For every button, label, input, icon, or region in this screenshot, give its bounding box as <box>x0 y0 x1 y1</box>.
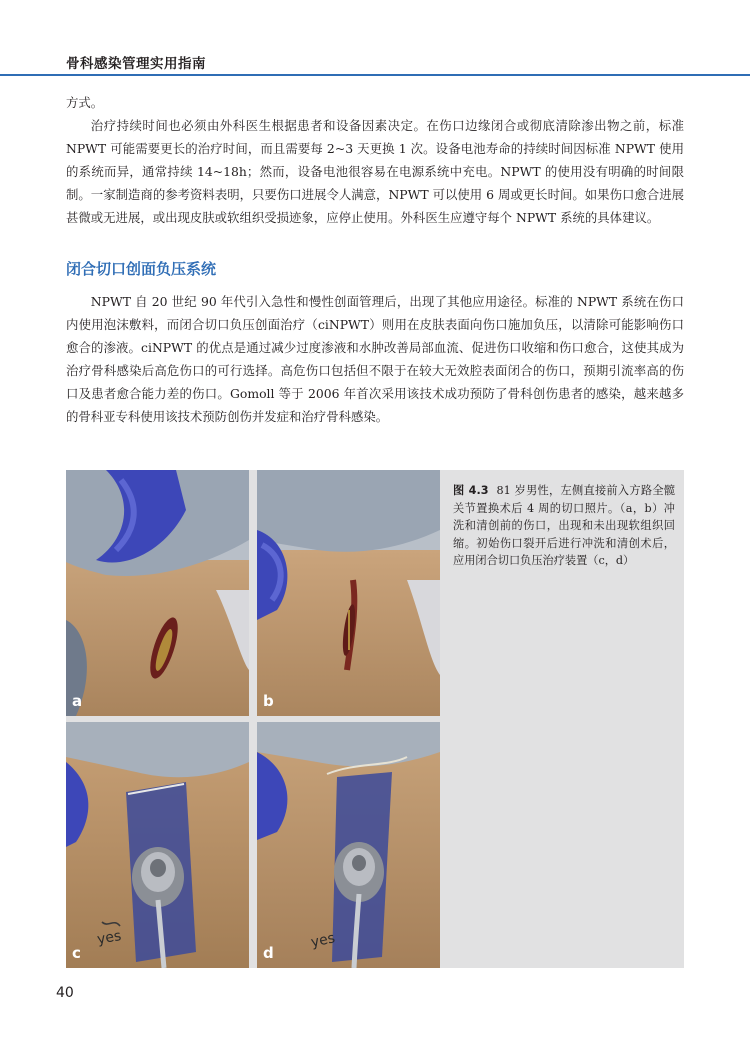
running-header-title: 骨科感染管理实用指南 <box>66 56 206 72</box>
paragraph-treatment-duration: 治疗持续时间也必须由外科医生根据患者和设备因素决定。在伤口边缘闭合或彻底清除渗出物之前，标准 NPWT 可能需要更长的治疗时间，而且需要每 2~3 天更换 1 次。设备电池寿命的持续时间因标准 NPWT 使用的系统而异，通常持续 14~18h；然而，设备电池很容易在电源系统中充电。NPWT 的使用没有明确的时间限制。一家制造商的参考资料表明，只要伤口进展令人满意，NPWT 可以使用 6 周或更长时间。如果伤口愈合进展甚微或无进展，或出现皮肤或软组织受损迹象，应停止使用。外科医生应遵守每个 NPWT 系统的具体建议。 <box>66 118 684 225</box>
handwriting-yes-c: yes <box>95 927 123 948</box>
figure-caption-text: 81 岁男性，左侧直接前入方路全髋关节置换术后 4 周的切口照片。（a，b）冲洗和清创前的伤口，出现和未出现软组织回缩。初始伤口裂开后进行冲洗和清创术后，应用闭合切口负压治疗装置（c，d） <box>453 484 676 567</box>
figure-caption <box>453 482 675 570</box>
header-rule <box>0 74 750 76</box>
lead-text: 方式。 <box>66 95 104 110</box>
photo-panel-b <box>257 470 440 716</box>
photo-panel-a <box>66 470 249 716</box>
figure-4-3 <box>66 470 684 968</box>
section-heading: 闭合切口创面负压系统 <box>66 260 217 278</box>
handwriting-yes-d: yes <box>309 930 337 951</box>
page-number: 40 <box>56 985 74 1001</box>
panel-label-d: d <box>263 944 274 962</box>
photo-panel-d <box>257 722 440 968</box>
photo-panel-c <box>66 722 249 968</box>
panel-label-b: b <box>263 692 274 710</box>
figure-label: 图 4.3 <box>453 484 489 497</box>
paragraph-cinpwt: NPWT 自 20 世纪 90 年代引入急性和慢性创面管理后，出现了其他应用途径。标准的 NPWT 系统在伤口内使用泡沫敷料，而闭合切口负压创面治疗（ciNPWT）则用在皮肤表面向伤口施加负压，以清除可能影响伤口愈合的渗液。ciNPWT 的优点是通过减少过度渗液和水肿改善局部血流、促进伤口收缩和伤口愈合，这使其成为治疗骨科感染后高危伤口的可行选择。高危伤口包括但不限于在较大无效腔表面闭合的伤口，预期引流率高的伤口及患者愈合能力差的伤口。Gomoll 等于 2006 年首次采用该技术成功预防了骨科创伤患者的感染，越来越多的骨科亚专科使用该技术预防创伤并发症和治疗骨科感染。 <box>66 294 684 424</box>
panel-label-c: c <box>72 944 81 962</box>
panel-label-a: a <box>72 692 83 710</box>
